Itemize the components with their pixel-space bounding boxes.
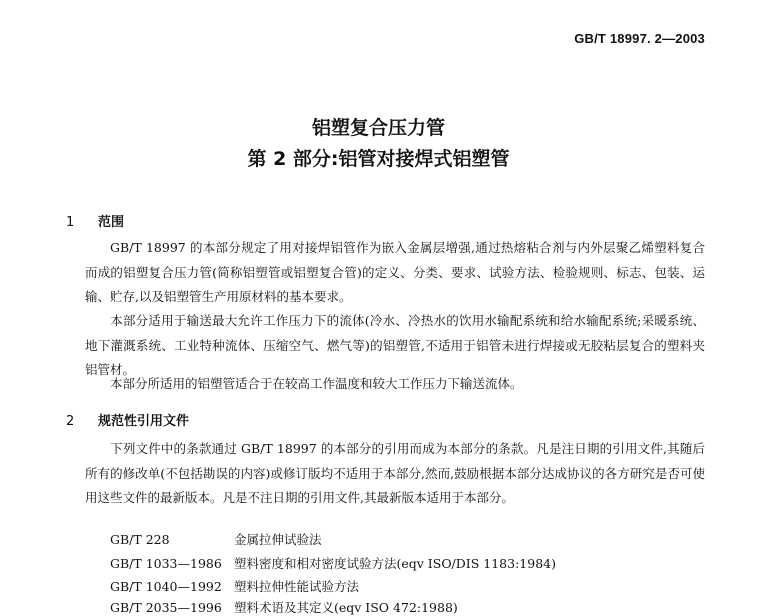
reference-title: 塑料拉伸性能试验方法 bbox=[234, 579, 360, 594]
reference-title: 金属拉伸试验法 bbox=[234, 532, 322, 547]
reference-code: GB/T 2035—1996 bbox=[110, 600, 222, 615]
reference-item bbox=[110, 554, 556, 572]
paragraph: 下列文件中的条款通过 GB/T 18997 的本部分的引用而成为本部分的条款。凡是注日期的引用文件,其随后所有的修改单(不包括勘误的内容)或修订版均不适用于本部分,然而,鼓励根据本部分达成协议的各方研究是否可使用这些文件的最新版本。凡是不注日期的引用文件,其最新版本适用于本部分。 bbox=[85, 441, 705, 505]
reference-code: GB/T 1033—1986 bbox=[110, 556, 222, 571]
section-heading bbox=[66, 410, 189, 429]
reference-code: GB/T 1040—1992 bbox=[110, 579, 222, 594]
reference-item bbox=[110, 530, 322, 548]
paragraph: GB/T 18997 的本部分规定了用对接焊铝管作为嵌入金属层增强,通过热熔粘合剂与内外层聚乙烯塑料复合而成的铝塑复合压力管(简称铝塑管或铝塑复合管)的定义、分类、要求、试验方法、检验规则、标志、包装、运输、贮存,以及铝塑管生产用原材料的基本要求。 bbox=[85, 240, 705, 304]
section-title: 范围 bbox=[98, 215, 125, 230]
reference-item bbox=[110, 577, 359, 595]
paragraph: 本部分所适用的铝塑管适合于在较高工作温度和较大工作压力下输送流体。 bbox=[110, 376, 523, 391]
section-heading bbox=[66, 211, 124, 230]
reference-title: 塑料密度和相对密度试验方法(eqv ISO/DIS 1183:1984) bbox=[234, 556, 556, 571]
paragraph: 本部分适用于输送最大允许工作压力下的流体(冷水、冷热水的饮用水输配系统和给水输配系统;采暖系统、地下灌溉系统、工业特种流体、压缩空气、燃气等)的铝塑管,不适用于铝管未进行焊接或无胶粘层复合的塑料夹铝管材。 bbox=[85, 313, 705, 377]
section-number: 1 bbox=[66, 215, 75, 230]
standard-id: GB/T 18997. 2—2003 bbox=[574, 31, 705, 46]
section-title: 规范性引用文件 bbox=[98, 414, 190, 429]
section-number: 2 bbox=[66, 414, 75, 429]
reference-item bbox=[110, 598, 458, 616]
reference-code: GB/T 228 bbox=[110, 532, 170, 547]
reference-title: 塑料术语及其定义(eqv ISO 472:1988) bbox=[234, 600, 458, 615]
document-subtitle: 第 2 部分:铝管对接焊式铝塑管 bbox=[247, 148, 510, 170]
document-title: 铝塑复合压力管 bbox=[311, 117, 445, 139]
